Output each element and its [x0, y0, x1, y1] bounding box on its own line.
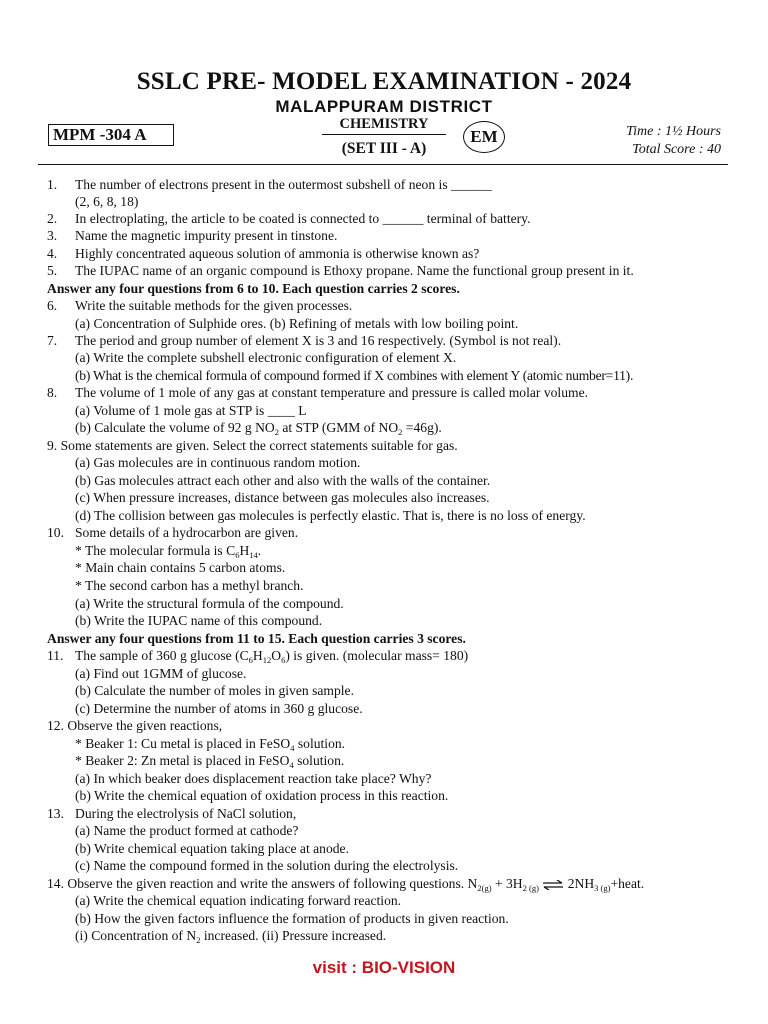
question-7: 7. The period and group number of element X is 3 and 16 respectively. (Symbol is not real). [47, 333, 562, 348]
section-2-instruction: Answer any four questions from 6 to 10. Each question carries 2 scores. [47, 281, 460, 296]
question-9a: (a) Gas molecules are in continuous random motion. [75, 455, 361, 470]
question-9c: (c) When pressure increases, distance between gas molecules also increases. [75, 490, 490, 505]
question-12b: (b) Write the chemical equation of oxidation process in this reaction. [75, 788, 449, 803]
question-7a: (a) Write the complete subshell electronic configuration of element X. [75, 350, 457, 365]
section-3-instruction: Answer any four questions from 11 to 15. Each question carries 3 scores. [47, 631, 466, 646]
question-10-detail-1: * The molecular formula is $C_6H_{14}$. [75, 543, 262, 560]
footer-watermark: visit : BIO-VISION [312, 958, 456, 977]
question-13c: (c) Name the compound formed in the solution during the electrolysis. [75, 858, 459, 873]
question-14: 14. Observe the given reaction and write the answers of following questions. $N_{2(g)} + 3H_{2 (g)}$ $2NH_{3 (g)}+heat$. [47, 876, 645, 893]
equilibrium-arrow-icon [542, 880, 564, 890]
subject-underline [322, 134, 446, 135]
question-10a: (a) Write the structural formula of the compound. [75, 596, 344, 611]
question-10: 10. Some details of a hydrocarbon are given. [47, 525, 299, 540]
question-2: 2. In electroplating, the article to be coated is connected to ______ terminal of battery. [47, 211, 531, 226]
question-13b: (b) Write chemical equation taking place at anode. [75, 841, 349, 856]
question-8a: (a) Volume of 1 mole gas at STP is ____ L [75, 403, 307, 418]
question-14a: (a) Write the chemical equation indicating forward reaction. [75, 893, 402, 908]
question-10-detail-3: * The second carbon has a methyl branch. [75, 578, 304, 593]
header-divider [38, 164, 728, 165]
question-7b: (b) What is the chemical formula of compound formed if X combines with element Y (atomic number=11). [75, 368, 634, 383]
question-9b: (b) Gas molecules attract each other and also with the walls of the container. [75, 473, 491, 488]
subject-name: CHEMISTRY [339, 116, 429, 132]
question-4: 4. Highly concentrated aqueous solution of ammonia is otherwise known as? [47, 246, 480, 261]
district-name: MALAPPURAM DISTRICT [275, 97, 493, 116]
medium-badge: EM [463, 121, 505, 153]
exam-title: SSLC PRE- MODEL EXAMINATION - 2024 [136, 68, 632, 95]
set-label: (SET III - A) [341, 140, 427, 157]
question-1: 1. The number of electrons present in the outermost subshell of neon is ______ [47, 177, 492, 192]
question-13a: (a) Name the product formed at cathode? [75, 823, 299, 838]
question-1-options: (2, 6, 8, 18) [75, 194, 139, 209]
question-11b: (b) Calculate the number of moles in given sample. [75, 683, 354, 698]
question-11: 11. The sample of 360 g glucose $(C_6H_{12}O_6)$ is given. (molecular mass= 180) [47, 648, 469, 665]
question-14b: (b) How the given factors influence the formation of products in given reaction. [75, 911, 509, 926]
question-3: 3. Name the magnetic impurity present in tinstone. [47, 228, 338, 243]
question-9: 9. Some statements are given. Select the correct statements suitable for gas. [47, 438, 458, 453]
question-8: 8. The volume of 1 mole of any gas at constant temperature and pressure is called molar volume. [47, 385, 588, 400]
question-12a: (a) In which beaker does displacement reaction take place? Why? [75, 771, 432, 786]
exam-time: Time : 1½ Hours [626, 124, 721, 139]
question-6: 6. Write the suitable methods for the given processes. [47, 298, 353, 313]
question-12-beaker-2: * Beaker 2: Zn metal is placed in FeSO$_4$ solution. [75, 753, 345, 770]
question-13: 13. During the electrolysis of NaCl solution, [47, 806, 297, 821]
question-10b: (b) Write the IUPAC name of this compound. [75, 613, 323, 628]
question-11a: (a) Find out 1GMM of glucose. [75, 666, 247, 681]
question-8b: (b) Calculate the volume of 92 g $NO_2$ at STP (GMM of $NO_2 =46g$). [75, 420, 442, 437]
question-14c: (i) Concentration of $N_2$ increased. (ii) Pressure increased. [75, 928, 387, 945]
question-10-detail-2: * Main chain contains 5 carbon atoms. [75, 560, 286, 575]
question-5: 5. The IUPAC name of an organic compound is Ethoxy propane. Name the functional group present in it. [47, 263, 634, 278]
question-9d: (d) The collision between gas molecules is perfectly elastic. That is, there is no loss of energy. [75, 508, 586, 523]
total-score: Total Score : 40 [632, 142, 721, 157]
question-6-parts: (a) Concentration of Sulphide ores. (b) Refining of metals with low boiling point. [75, 316, 519, 331]
question-12: 12. Observe the given reactions, [47, 718, 223, 733]
question-11c: (c) Determine the number of atoms in 360 g glucose. [75, 701, 363, 716]
paper-code-box: MPM -304 A [48, 124, 174, 146]
question-12-beaker-1: * Beaker 1: Cu metal is placed in FeSO$_4$ solution. [75, 736, 346, 753]
